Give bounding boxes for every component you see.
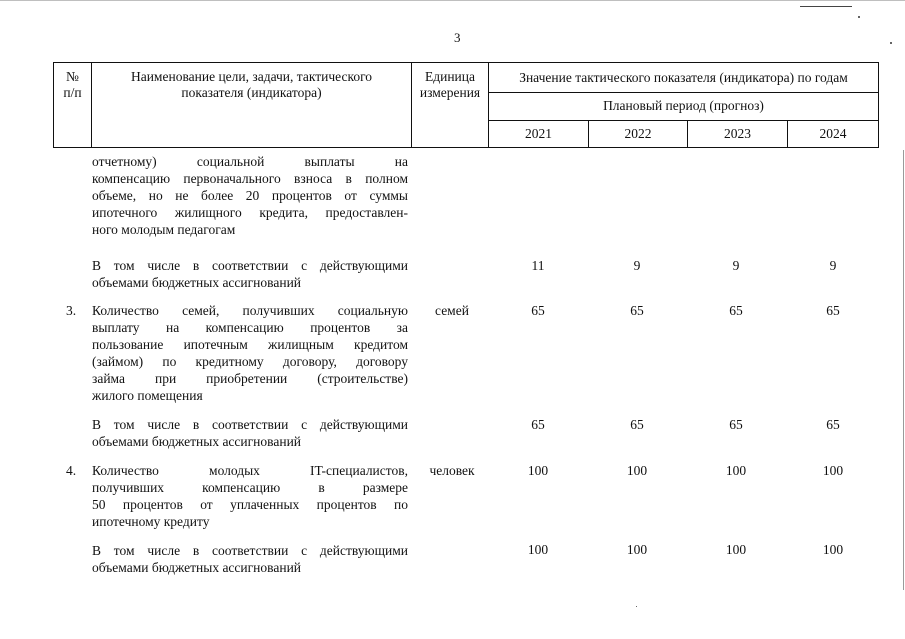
value-2021: 11: [531, 258, 545, 273]
value-2022: 100: [626, 463, 648, 478]
header-year-2021: 2021: [525, 126, 552, 141]
table-row-description: Количество молодых IT-специалистов, получивших компенсацию в размере 50 процентов от уплаченных процентов по ипотечному кредиту: [92, 463, 408, 529]
scan-top-edge: [0, 0, 905, 1]
table-row-description: В том числе в соответствии с действующими объемами бюджетных ассигнований: [92, 417, 408, 449]
table-row-description: В том числе в соответствии с действующими объемами бюджетных ассигнований: [92, 543, 408, 575]
value-2024: 65: [826, 417, 840, 432]
table-header: [53, 62, 879, 148]
value-2022: 100: [626, 542, 648, 557]
row-number: 4.: [66, 463, 77, 478]
value-2024: 65: [826, 303, 840, 318]
value-2021: 100: [527, 463, 549, 478]
page-number: 3: [454, 30, 461, 45]
value-2021: 100: [527, 542, 549, 557]
header-year-2023: 2023: [724, 126, 751, 141]
value-2021: 65: [531, 303, 545, 318]
header-value-title: Значение тактического показателя (индикатора) по годам: [519, 70, 848, 85]
value-2022: 65: [630, 417, 644, 432]
table-row-description: Количество семей, получивших социальную выплату на компенсацию процентов за пользование ипотечным жилищным кредитом (займом) по кредитному договору, договору займа при приобретении (строительстве) жилого помещения: [92, 303, 408, 403]
value-2023: 9: [732, 258, 740, 273]
header-unit: Единица измерения: [419, 69, 481, 100]
table-row-description: отчетному) социальной выплаты на компенсацию первоначального взноса в полном объеме, но не более 20 процентов от суммы ипотечного жилищного кредита, предоставлен- ного молодым педагогам: [92, 154, 408, 237]
value-2024: 100: [822, 463, 844, 478]
scan-mark: [800, 6, 852, 7]
header-year-2022: 2022: [624, 126, 652, 141]
row-number: 3.: [66, 303, 77, 318]
header-plan-period: Плановый период (прогноз): [603, 98, 764, 113]
header-year-2024: 2024: [819, 126, 847, 141]
value-2022: 65: [630, 303, 644, 318]
value-2023: 65: [729, 303, 743, 318]
header-num: № п/п: [63, 69, 82, 100]
header-name: Наименование цели, задачи, тактического показателя (индикатора): [130, 69, 373, 100]
scan-right-edge: [903, 150, 904, 590]
value-2022: 9: [633, 258, 641, 273]
unit-cell: человек: [429, 463, 475, 478]
unit-cell: семей: [435, 303, 469, 318]
value-2021: 65: [531, 417, 545, 432]
scan-dot: [890, 42, 892, 44]
value-2023: 100: [725, 542, 747, 557]
scan-dot: [636, 606, 637, 607]
value-2023: 65: [729, 417, 743, 432]
value-2024: 100: [822, 542, 844, 557]
value-2023: 100: [725, 463, 747, 478]
value-2024: 9: [829, 258, 837, 273]
scan-dot: [858, 16, 860, 18]
table-row-description: В том числе в соответствии с действующими объемами бюджетных ассигнований: [92, 258, 408, 290]
